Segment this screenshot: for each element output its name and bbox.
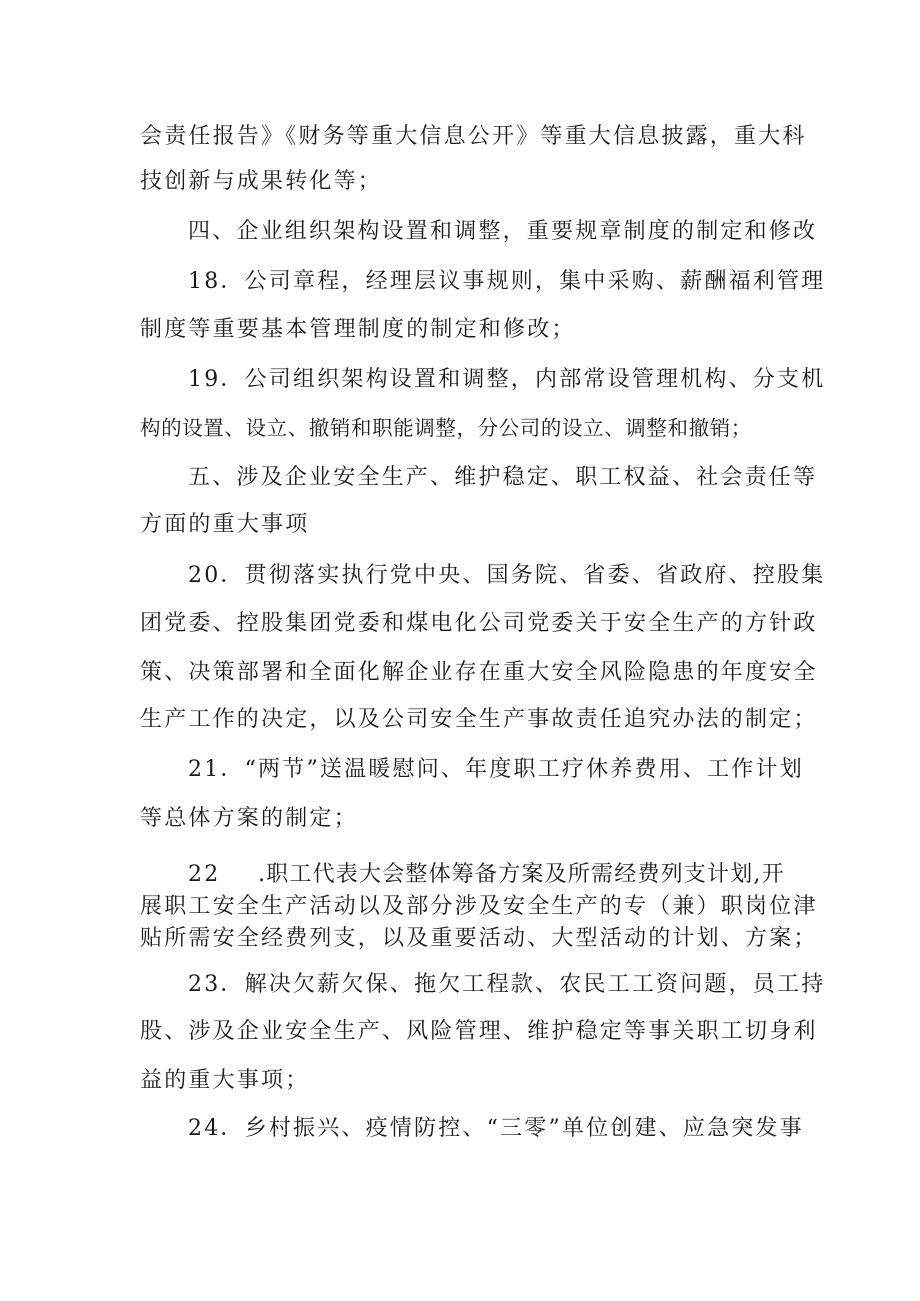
text-line: 股、涉及企业安全生产、风险管理、维护稳定等事关职工切身利 xyxy=(140,1019,818,1044)
text-line: 方面的重大事项 xyxy=(140,512,310,537)
section-heading: 四、企业组织架构设置和调整，重要规章制度的制定和修改 xyxy=(188,219,818,244)
text-line: 制度等重要基本管理制度的制定和修改； xyxy=(140,317,576,342)
text-line: 展职工安全生产活动以及部分涉及安全生产的专（兼）职岗位津 xyxy=(140,894,818,919)
text-line: 策、决策部署和全面化解企业存在重大安全风险隐患的年度安全 xyxy=(140,660,818,685)
text-line: 构的设置、设立、撤销和职能调整，分公司的设立、调整和撤销； xyxy=(140,416,752,440)
item-line: 18．公司章程，经理层议事规则，集中采购、薪酬福利管理 xyxy=(188,269,826,294)
item-line: 23．解决欠薪欠保、拖欠工程款、农民工工资问题，员工持 xyxy=(188,972,826,997)
section-heading: 五、涉及企业安全生产、维护稳定、职工权益、社会责任等 xyxy=(188,465,818,490)
text-line: 等总体方案的制定； xyxy=(140,806,358,831)
text-line: 生产工作的决定，以及公司安全生产事故责任追究办法的制定； xyxy=(140,707,818,732)
text-line: 贴所需安全经费列支，以及重要活动、大型活动的计划、方案； xyxy=(140,926,818,951)
text-line: 益的重大事项； xyxy=(140,1068,310,1093)
item-line: 20．贯彻落实执行党中央、国务院、省委、省政府、控股集 xyxy=(188,563,826,588)
item-line: 19．公司组织架构设置和调整，内部常设管理机构、分支机 xyxy=(188,367,826,392)
item-line: 21．“两节”送温暖慰问、年度职工疗休养费用、工作计划 xyxy=(188,757,804,782)
item-line: .职工代表大会整体筹备方案及所需经费列支计划,开 xyxy=(258,862,785,887)
text-line: 会责任报告》《财务等重大信息公开》等重大信息披露，重大科 xyxy=(140,124,807,149)
text-line: 团党委、控股集团党委和煤电化公司党委关于安全生产的方针政 xyxy=(140,611,818,636)
text-line: 技创新与成果转化等； xyxy=(140,169,383,194)
item-line: 24．乡村振兴、疫情防控、“三零”单位创建、应急突发事 xyxy=(188,1116,804,1141)
item-number: 22 xyxy=(188,862,221,887)
